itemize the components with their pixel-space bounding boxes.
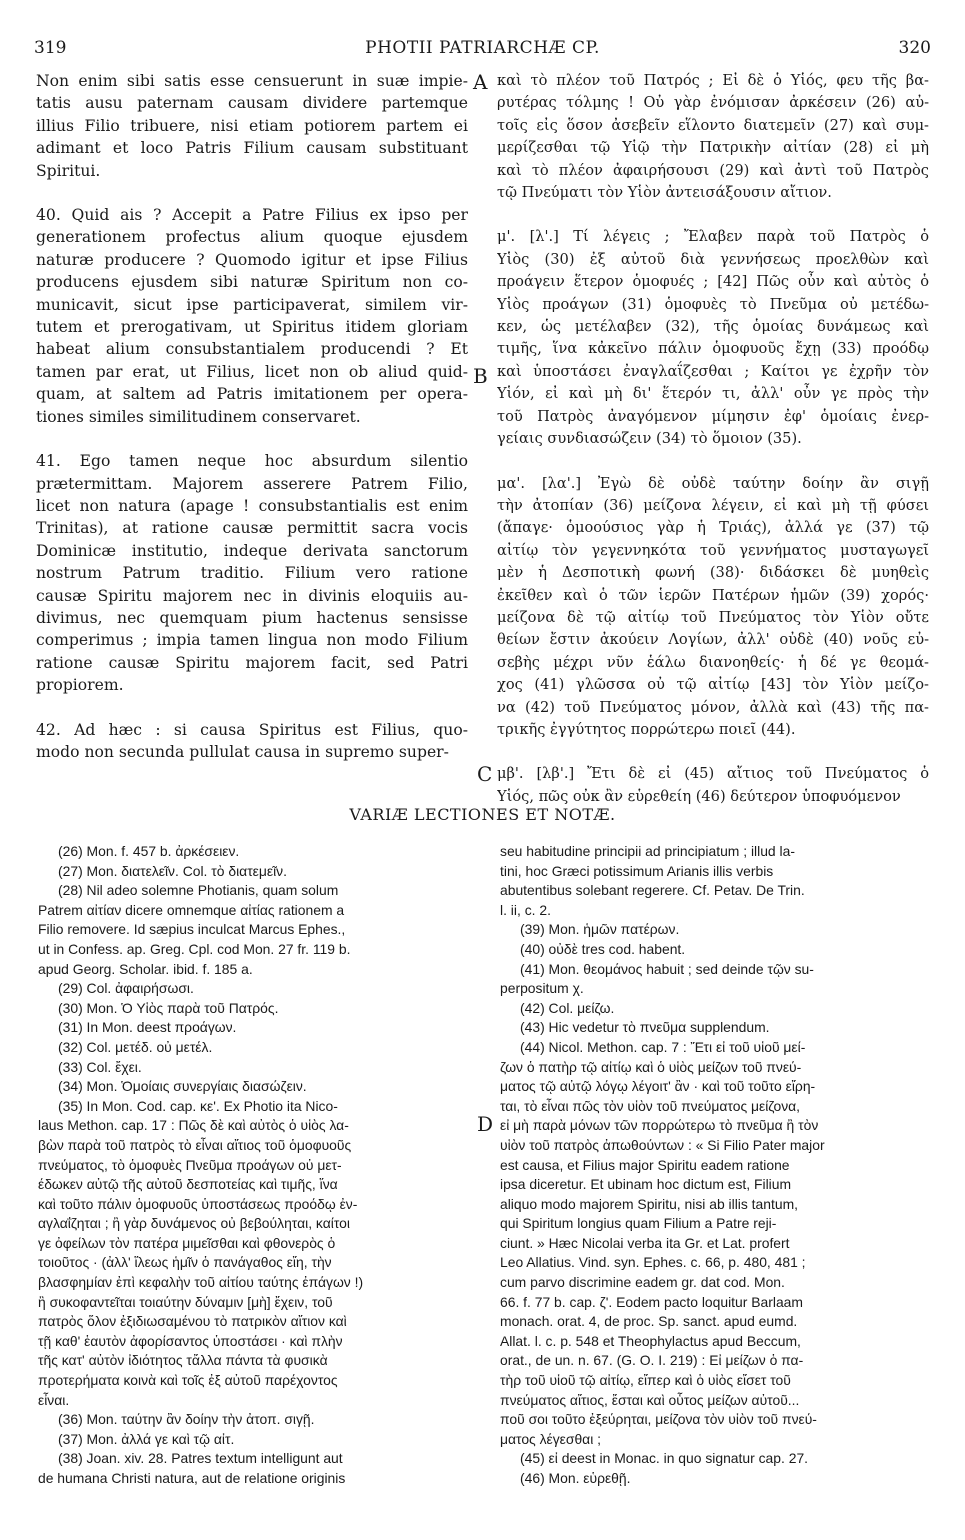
note-line: ciunt. » Hæc Nicolai verba ita Gr. et Lat. profert [500, 1234, 790, 1251]
greek-line: να (42) τοῦ Πνεύματος μόνον, ἀλλὰ καὶ (43) τῆς πα- [497, 698, 929, 716]
note-line: ται, τὸ εἶναι πῶς τὸν υἱὸν τοῦ πνεύματος μείζονα, [500, 1097, 801, 1114]
note-line: (43) Hic vedetur τὸ πνεῦμα supplendum. [520, 1019, 770, 1036]
latin-line: nostrum Patrum traditio. Filium vero ratione [36, 564, 468, 583]
note-line: (29) Col. ἀφαιρήσωσι. [58, 980, 194, 997]
note-line: monach. orat. 4, de proc. Sp. sanct. apud eumd. [500, 1313, 798, 1330]
latin-line: naturæ producere ? Quomodo igitur et ipse Filius [36, 250, 468, 269]
latin-line: causæ Spiritu majorem nec in divinis eloquiis au- [36, 586, 468, 605]
greek-line: μὲν ἡ Δεσποτικὴ φωνή (38)· διδάσκει δὲ μυηθεὶς [497, 564, 929, 582]
note-line: ματος τῷ αὐτῷ λόγῳ λέγοιτ' ἂν · καὶ τοῦ τοῦτο εἴρη- [500, 1078, 816, 1095]
latin-paragraph-2 [36, 204, 468, 428]
greek-line: καὶ ὑποστάσει ἐναγλαΐζεσθαι ; Καίτοι γε ἐχρῆν τὸν [497, 362, 929, 380]
note-line: Filio removere. Id sæpius inculcat Marcus Ephes., [38, 921, 346, 938]
note-line: tini, hoc Græci potissimum Arianis illis verbis [500, 862, 774, 879]
note-line: πνεύματος αἴτιος, ἔσται καὶ οὗτος μείζων αὐτοῦ... [500, 1391, 800, 1408]
greek-line: Υἱός, πῶς οὐκ ἂν εὑρεθείη (46) δεύτερον ὑποφυόμενον [497, 787, 901, 805]
note-line: abutentibus solebant regerere. Cf. Petav. De Trin. [500, 882, 805, 899]
greek-line: σεβὴς μέχρι νῦν ἑάλω διανοηθείς· ἡ δέ γε θεομά- [497, 653, 929, 671]
note-line: πνεύματος, τὸ ὁμοφυὲς Πνεῦμα προάγων οὐ μετ- [38, 1156, 342, 1173]
notes-left-column [38, 842, 474, 1489]
greek-line: γείαις συνδιασώζειν (34) τὸ ὅμοιον (35). [497, 430, 802, 448]
note-line: υἱὸν τοῦ πατρὸς ἀπωθούντων : « Si Filio Pater major [500, 1136, 825, 1153]
greek-line: καὶ τὸ πλέον ἀφαιρήσουσι (29) καὶ ἀντὶ τοῦ Πατρὸς [497, 161, 929, 179]
note-line: (33) Col. ἔχει. [58, 1058, 142, 1075]
note-line: seu habitudine principii ad principiatum ; illud la- [500, 843, 795, 859]
note-line: (32) Col. μετέδ. οὐ μετέλ. [58, 1038, 213, 1055]
note-line: (44) Nicol. Methon. cap. 7 : Ἔτι εἰ τοῦ υἱοῦ μεί- [520, 1038, 806, 1055]
note-line: Allat. l. c. p. 548 et Theophylactus apud Beccum, [500, 1332, 801, 1349]
note-line: καὶ τοῦτο πάλιν ὁμοφυοῦς ὑποστάσεως προόδῳ ἐν- [38, 1195, 358, 1212]
latin-line: quam, at saltem ad Patris imitationem per opera- [36, 385, 468, 404]
note-line: ματος λέγεσθαι ; [500, 1430, 602, 1447]
greek-line: μ'. [λ'.] Τί λέγεις ; Ἔλαβεν παρὰ τοῦ Πατρὸς ὁ [497, 228, 929, 246]
note-line: εἶναι. [38, 1391, 70, 1408]
latin-line: 41. Ego tamen neque hoc absurdum silentio [36, 452, 468, 471]
latin-line: producens ejusdem sibi naturæ Spiritum non co- [36, 273, 468, 292]
latin-line: comperimus ; impia tamen lingua non modo Filium [36, 631, 468, 650]
note-line: ut in Confess. ap. Greg. Cpl. cod Mon. 27 fr. 119 b. [38, 940, 351, 957]
margin-marker-d: D [477, 1112, 494, 1136]
greek-line: μερίζεσθαι τῷ Υἱῷ τὴν Πατρικὴν αἰτίαν (28) εἰ μὴ [497, 139, 929, 157]
greek-column [497, 70, 929, 808]
note-line: ζων ὁ πατὴρ τῷ αἰτίῳ καὶ ὁ υἱὸς μείζων τοῦ πνεύ- [500, 1058, 802, 1075]
margin-marker-b: B [473, 364, 488, 388]
latin-line: tatis ausu paternam causam dividere partemque [36, 94, 468, 113]
latin-line: 40. Quid ais ? Accepit a Patre Filius ex ipso per [36, 206, 468, 225]
latin-paragraph-1 [36, 70, 468, 182]
note-line: πατρὸς ὅλον ἐξιδιωσαμένου τὸ πατρικὸν αἴτιον καὶ [38, 1313, 347, 1330]
note-line: εἰ μὴ παρὰ μόνων τῶν πορρώτερω τὸ πνεῦμα ἢ τὸν [500, 1117, 819, 1134]
greek-line: τῷ Πνεύματι τὸν Υἱὸν ἀντεισάξουσιν αἴτιον. [497, 184, 832, 202]
note-line: est causa, et Filius major Spiritu eadem ratione [500, 1156, 790, 1173]
note-line: perpositum χ. [500, 980, 584, 997]
latin-line: tutem et prerogativam, ut Spiritus itidem gloriam [36, 318, 468, 337]
note-line: (34) Mon. Ὁμοίαις συνεργίαις διασώζειν. [58, 1078, 307, 1095]
page-number-left: 319 [34, 38, 67, 58]
latin-line: Trinitas), at ratione causæ permittit sacra vocis [36, 519, 468, 538]
note-line: cum parvo discrimine eadem gr. dat cod. Mon. [500, 1274, 785, 1291]
note-line: αγλαΐζηται ; ἢ γὰρ δυνάμενος οὐ βεβούληται, καίτοι [38, 1215, 350, 1232]
margin-marker-c: C [477, 762, 493, 786]
latin-line: Non enim sibi satis esse censuerunt in suæ impie- [36, 72, 468, 90]
note-line: Leo Allatius. Vind. syn. Ephes. c. 66, p. 480, 481 ; [500, 1254, 806, 1271]
greek-line: τοῖς εἰς ὅσον ἀσεβεῖν εἵλοντο διατεμεῖν (27) καὶ συμ- [497, 116, 929, 134]
running-title: PHOTII PATRIARCHÆ CP. [365, 38, 600, 58]
note-line: laus Methon. cap. 17 : Πῶς δὲ καὶ αὐτὸς ὁ υἱὸς λα- [38, 1117, 349, 1134]
note-line: ἢ συκοφαντεῖται τοιαύτην δύναμιν [μὴ] ἔχειν, τοῦ [38, 1293, 333, 1310]
latin-line: modo non secunda pullulat causa in supremo super- [36, 742, 449, 761]
page-number-right: 320 [898, 38, 931, 58]
latin-line: generationem profectus alium quoque ejusdem [36, 228, 468, 247]
note-line: l. ii, c. 2. [500, 901, 551, 918]
latin-line: tiones similes similitudinem conservaret. [36, 407, 361, 426]
greek-line: κεν, ὡς μετέλαβεν (32), τῆς ὁμοίας δυνάμεως καὶ [497, 318, 929, 336]
note-line: (30) Mon. Ὁ Υἱὸς παρὰ τοῦ Πατρός. [58, 999, 279, 1016]
greek-line: μβ'. [λβ'.] Ἔτι δὲ εἰ (45) αἴτιος τοῦ Πνεύματος ὁ [497, 765, 929, 783]
greek-line: αἰτίῳ τὸν γεγεννηκότα τοῦ γεννήματος μυσταγωγεῖ [497, 541, 929, 559]
note-line: (38) Joan. xiv. 28. Patres textum intelligunt aut [58, 1450, 343, 1467]
note-line: (41) Mon. θεομάνος habuit ; sed deinde τῷν su- [520, 960, 814, 977]
note-line: (35) In Mon. Cod. cap. κε'. Ex Photio ita Nico- [58, 1097, 338, 1114]
latin-line: 42. Ad hæc : si causa Spiritus est Filius, quo- [36, 720, 468, 739]
latin-line: propiorem. [36, 676, 124, 695]
greek-line: Υἱὸς (30) ἐξ αὐτοῦ διὰ γεννήσεως προελθὼν καὶ [497, 250, 929, 268]
note-line: orat., de un. n. 67. (G. O. I. 219) : Εἰ μείζων ὁ πα- [500, 1352, 804, 1369]
running-head [34, 38, 931, 62]
greek-line: ρυτέρας τόλμης ! Οὐ γὰρ ἐνόμισαν ἀρκέσειν (26) αὐ- [497, 94, 929, 112]
note-line: βλασφημίαν ἐπὶ κεφαλὴν τοῦ αἰτίου ταύτης ἐπάγων !) [38, 1274, 364, 1291]
note-line: γε ὀφείλων τὸν πατέρα μιμεῖσθαι καὶ φθονερὸς ὁ [38, 1234, 336, 1251]
greek-line: μείζονα δὲ τῷ αἰτίῳ τοῦ Πνεύματος τὸν Υἱὸν οὔτε [497, 608, 929, 626]
note-line: Patrem αἰτίαν dicere omnemque αἰτίας rationem a [38, 901, 345, 918]
latin-line: Dominicæ institutio, indeque derivata sanctorum [36, 541, 468, 560]
note-line: 66. f. 77 b. cap. ζ'. Eodem pacto loquitur Barlaam [500, 1293, 803, 1310]
greek-paragraph-1 [497, 70, 929, 204]
latin-line: tamen par erat, ut Filius, licet non ob aliud quid- [36, 362, 468, 381]
note-line: (26) Mon. f. 457 b. ἀρκέσειεν. [58, 843, 240, 859]
note-line: τῇ καθ' ἑαυτὸν ἀφορίσαντος ὑποστάσει · καὶ πλὴν [38, 1332, 343, 1349]
note-line: aliquo modo majorem Spiritu, nisi ab illis tantum, [500, 1195, 799, 1212]
latin-line: municavit, sicut ipse participaverat, similem vir- [36, 295, 468, 314]
note-line: (37) Mon. ἀλλά γε καὶ τῷ αἰτ. [58, 1430, 235, 1447]
greek-line: Υἱόν, εἰ καὶ μὴ δι' ἕτερόν τι, ἀλλ' οὖν γε πρὸς τὴν [497, 385, 929, 403]
note-line: βὼν παρὰ τοῦ πατρὸς τὸ εἶναι αἴτιος τοῦ ὁμοφυοῦς [38, 1136, 352, 1153]
greek-line: τρικῆς ἐγγύτητος πορρώτερω ποιεῖ (44). [497, 720, 796, 738]
greek-paragraph-4 [497, 763, 929, 808]
note-line: apud Georg. Scholar. ibid. f. 185 a. [38, 960, 253, 977]
note-line: qui Spiritum longius quam Filium a Patre reji- [500, 1215, 777, 1232]
note-line: (45) εἰ deest in Monac. in quo signatur cap. 27. [520, 1450, 809, 1467]
note-line: (27) Mon. διατελεῖν. Col. τὸ διατεμεῖν. [58, 862, 287, 879]
latin-paragraph-3 [36, 450, 468, 696]
greek-line: (ἄπαγε· ὁμοούσιος γὰρ ἡ Τριάς), ἀλλά γε (37) τῷ [497, 519, 929, 537]
greek-line: τιμῆς, ἵνα κἀκεῖνο πάλιν ὁμοφυοῦς ἔχῃ (33) προόδῳ [497, 340, 929, 358]
notes-title: VARIÆ LECTIONES ET NOTÆ. [349, 805, 616, 824]
margin-marker-a: A [473, 70, 488, 94]
latin-line: ratione causæ Spiritu majorem facit, sed Patri [36, 653, 468, 672]
greek-paragraph-2 [497, 226, 929, 450]
greek-line: τοῦ Πατρὸς ἀναγόμενον μίμησιν ἐφ' ὁμοίαις ἐνερ- [497, 407, 929, 425]
greek-line: μα'. [λα'.] Ἐγὼ δὲ οὐδὲ ταύτην δοίην ἂν σιγῇ [497, 474, 929, 492]
greek-line: προάγειν ἕτερον ὁμοφυές ; [42] Πῶς οὖν καὶ αὐτὸς ὁ [497, 273, 929, 291]
note-line: (28) Nil adeo solemne Photianis, quam solum [58, 882, 339, 899]
greek-line: τὴν ἀτοπίαν (36) μείζονα λέγειν, εἰ καὶ μὴ τῇ φύσει [497, 496, 929, 514]
latin-line: illius Filio tribuere, nisi etiam potiorem partem ei [36, 116, 468, 135]
note-line: τὴρ τοῦ υἱοῦ τῷ αἰτίῳ, εἴπερ καὶ ὁ υἱὸς εἴσετ τοῦ [500, 1372, 791, 1389]
note-line: τῆς κατ' αὐτὸν ἰδιότητος τἄλλα πάντα τὰ φυσικὰ [38, 1352, 328, 1369]
note-line: έδωκεν αὐτῷ τῆς αὐτοῦ δεσποτείας καὶ τιμῆς, ἵνα [38, 1176, 338, 1193]
greek-line: καὶ τὸ πλέον τοῦ Πατρός ; Εἰ δὲ ὁ Υἱός, φευ τῆς βα- [497, 72, 929, 89]
note-line: (40) οὐδὲ tres cod. habent. [520, 940, 686, 957]
note-line: (46) Mon. εὑρεθῇ. [520, 1470, 631, 1486]
greek-line: Υἱὸς προάγων (31) ὁμοφυὲς τὸ Πνεῦμα οὐ μετέδω- [497, 295, 929, 313]
note-line: προτερήματα κοινὰ καὶ τοῖς ἐξ αὐτοῦ παρέχοντος [38, 1372, 338, 1389]
note-line: ipsa diceretur. Et ubinam hoc dictum est, Filium [500, 1176, 792, 1193]
greek-line: χος (41) γλῶσσα οὐ τῷ αἰτίῳ [43] τὸν Υἱὸν μείζο- [497, 676, 929, 694]
greek-paragraph-3 [497, 473, 929, 742]
note-line: τοιοῦτος · (ἀλλ' ἵλεως ἡμῖν ὁ πανάγαθος εἴη, τὴν [38, 1254, 332, 1271]
latin-column [36, 70, 468, 763]
note-line: ποῦ σοι τοῦτο ἐξεύρηται, μείζονα τὸν υἱὸν τοῦ πνεύ- [500, 1411, 817, 1428]
greek-line: θείων ἔστιν ἀκούειν Λογίων, ἀλλ' οὐδὲ (40) νοῦς εὐ- [497, 631, 929, 649]
latin-line: Spiritui. [36, 161, 101, 180]
note-line: (31) In Mon. deest προάγων. [58, 1019, 237, 1036]
latin-line: habeat alium consubstantialem producendi ? Et [36, 340, 468, 359]
greek-line: ἐκεῖθεν καὶ ὁ τῶν ἱερῶν Πατέρων ἡμῶν (39) χορός· [497, 586, 929, 604]
latin-line: prætermittam. Majorem asserere Patrem Filio, [36, 474, 468, 493]
note-line: (42) Col. μείζω. [520, 999, 615, 1016]
note-line: (36) Mon. ταύτην ἂν δοίην τὴν ἀτοπ. σιγῇ. [58, 1411, 315, 1428]
latin-paragraph-4 [36, 719, 468, 764]
latin-line: licet non natura (apage ! consubstantialis est enim [36, 496, 468, 515]
latin-line: divimus, nec quemquam pium hactenus sensisse [36, 608, 468, 627]
note-line: (39) Mon. ἡμῶν πατέρων. [520, 921, 680, 938]
note-line: de humana Christi natura, aut de relatione originis [38, 1470, 346, 1486]
notes-right-column [500, 842, 930, 1489]
latin-line: adimant et loco Patris Filium causam substituant [36, 139, 468, 158]
